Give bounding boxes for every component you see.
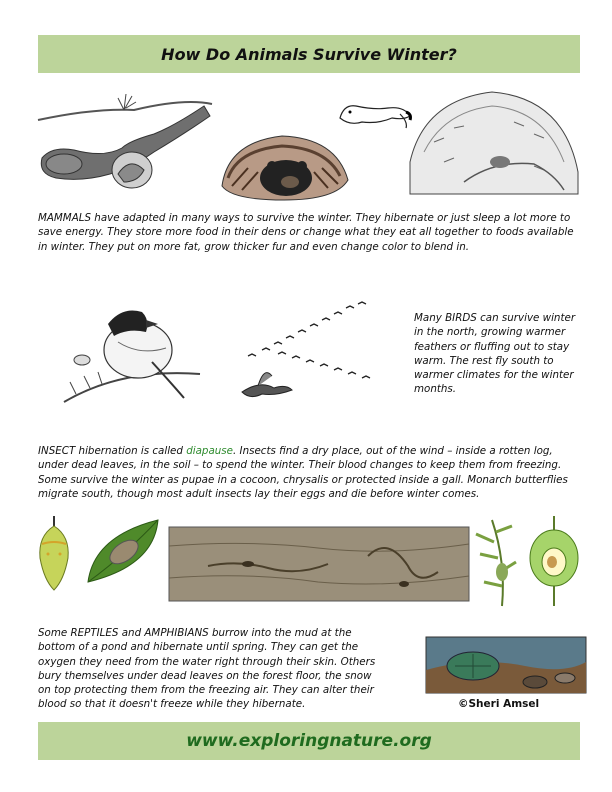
mammals-keyword: MAMMALS [38, 212, 92, 224]
weasel-illustration [334, 94, 414, 134]
mammals-paragraph [38, 211, 583, 254]
insects-text-after: . Insects find a dry place, out of the wind – inside a rotten log, under dead leaves, in the soil – to spend the winter. Their blood changes to keep them from freezing. Some survive the winter as pupae in a cocoon, chrysalis or protected inside a gall. Monarch butterflies migrate south, though most adult insects lay their eggs and die before winter comes. [38, 445, 568, 500]
birds-paragraph [414, 311, 586, 397]
migrating-geese-illustration [232, 296, 382, 408]
goldenrod-gall-illustration [472, 512, 586, 608]
footer-banner [38, 722, 580, 760]
insects-text-before: hibernation is called [75, 445, 187, 457]
diapause-term: diapause [186, 445, 233, 457]
birds-text: can survive winter in the north, growing warmer feathers or fluffing out to stay warm. The rest fly south to warmer climates for the winter months. [414, 312, 576, 396]
chipmunk-burrow-illustration [34, 86, 214, 196]
insects-paragraph [38, 444, 586, 501]
reptiles-text: burrow into the mud at the bottom of a pond and hibernate until spring. They can get the oxygen they need from the water right through their skin. Others bury themselves under dead leaves on the forest floor, the snow on top protecting them from the freezing air. They can alter their blood so that it doesn't freeze while they hibernate. [38, 627, 376, 711]
rotten-log-cross-section-illustration [168, 526, 470, 602]
page-title: How Do Animals Survive Winter? [161, 44, 457, 64]
turtle-in-mud-illustration [425, 636, 587, 694]
mammals-text: have adapted in many ways to survive the winter. They hibernate or just sleep a lot more to save energy. They store more food in their dens or change what they eat all together to foods available in winter. They put on more fat, grow thicker fur and even change color to blend in. [38, 212, 574, 253]
reptiles-lead: Some [38, 627, 71, 639]
website-link[interactable]: www.exploringnature.org [186, 731, 432, 751]
birds-lead: Many [414, 312, 446, 324]
bear-den-illustration [218, 128, 353, 203]
reptiles-paragraph [38, 626, 386, 712]
insects-keyword: INSECT [38, 445, 76, 457]
copyright-credit: ©Sheri Amsel [458, 698, 540, 710]
amphibians-keyword: AMPHIBIANS [144, 627, 209, 639]
reptiles-mid: and [118, 627, 145, 639]
reptiles-keyword: REPTILES [70, 627, 119, 639]
chickadee-illustration [62, 298, 202, 410]
chrysalis-illustration [34, 514, 74, 592]
birds-keyword: BIRDS [445, 312, 477, 324]
title-banner [38, 35, 580, 73]
snow-tunnel-illustration [404, 82, 582, 202]
cocoon-on-leaf-illustration [84, 516, 162, 586]
